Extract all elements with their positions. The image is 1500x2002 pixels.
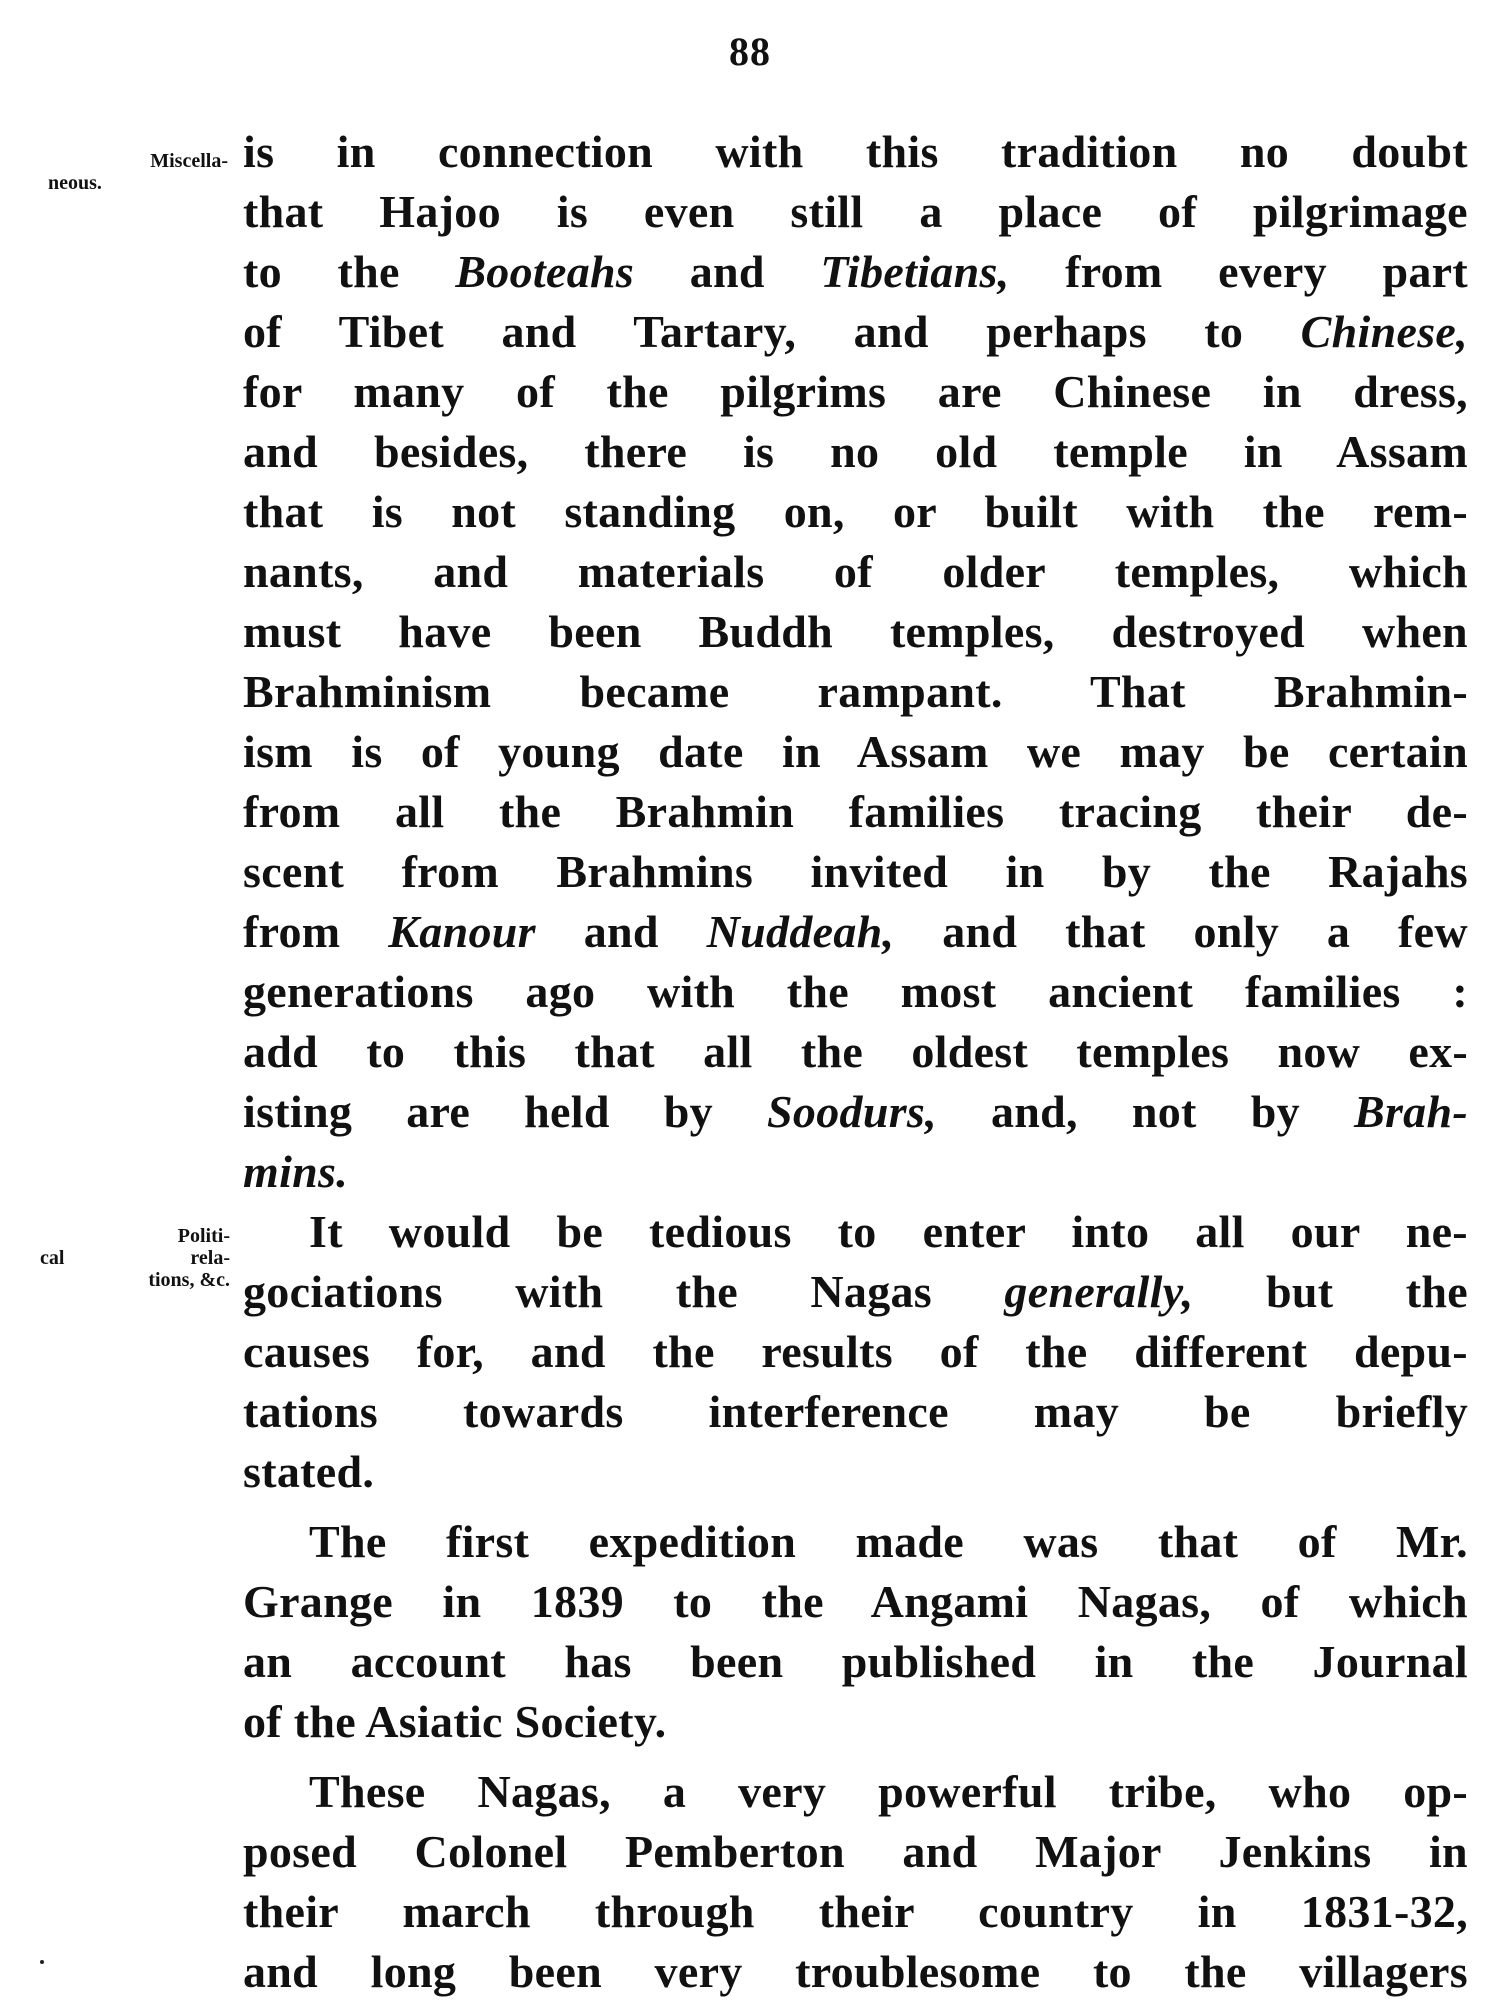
text-line: from Kanour and Nuddeah, and that only a few xyxy=(243,906,1468,957)
margin-note-line: Politi- xyxy=(177,1225,230,1247)
body-text xyxy=(243,122,1468,2002)
margin-note-line: cal rela- xyxy=(40,1247,230,1269)
text-line: their march through their country in 1831-32, xyxy=(243,1886,1468,1937)
text-line: These Nagas, a very powerful tribe, who op- xyxy=(309,1766,1469,1817)
margin-note-line: Miscella- xyxy=(150,150,228,172)
page-number: 88 xyxy=(729,29,771,74)
text-line: stated. xyxy=(243,1446,375,1497)
text-line: from all the Brahmin families tracing their de- xyxy=(243,786,1468,837)
print-speck xyxy=(40,1960,44,1964)
margin-note-miscellaneous xyxy=(48,150,228,194)
text-line: It would be tedious to enter into all our ne- xyxy=(309,1206,1468,1257)
text-line: for many of the pilgrims are Chinese in dress, xyxy=(243,366,1468,417)
text-line: Grange in 1839 to the Angami Nagas, of which xyxy=(243,1576,1468,1627)
text-line: of the Asiatic Society. xyxy=(243,1696,667,1747)
text-line: isting are held by Soodurs, and, not by Brah- xyxy=(243,1086,1468,1137)
margin-note-line: neous. xyxy=(48,172,102,194)
text-line: generations ago with the most ancient families : xyxy=(243,966,1468,1017)
text-line: to the Booteahs and Tibetians, from every part xyxy=(243,246,1469,297)
text-line: an account has been published in the Journal xyxy=(243,1636,1468,1687)
text-line: add to this that all the oldest temples now ex- xyxy=(243,1026,1469,1077)
margin-note-political xyxy=(40,1225,230,1291)
text-line: ism is of young date in Assam we may be certain xyxy=(243,726,1468,777)
text-line: mins. xyxy=(243,1146,349,1197)
text-line: tations towards interference may be briefly xyxy=(243,1386,1468,1437)
text-line: that is not standing on, or built with the rem- xyxy=(243,486,1468,537)
text-line: scent from Brahmins invited in by the Rajahs xyxy=(243,846,1468,897)
text-line: nants, and materials of older temples, which xyxy=(243,546,1468,597)
text-line: of Tibet and Tartary, and perhaps to Chinese, xyxy=(243,306,1468,357)
text-line: gociations with the Nagas generally, but the xyxy=(243,1266,1468,1317)
text-line: causes for, and the results of the different depu- xyxy=(243,1326,1468,1377)
text-line: The first expedition made was that of Mr. xyxy=(309,1516,1468,1567)
text-line: posed Colonel Pemberton and Major Jenkins in xyxy=(243,1826,1468,1877)
text-line: is in connection with this tradition no doubt xyxy=(243,126,1468,177)
text-line: Brahminism became rampant. That Brahmin- xyxy=(243,666,1468,717)
margin-note-line: tions, &c. xyxy=(148,1269,230,1291)
text-line: must have been Buddh temples, destroyed when xyxy=(243,606,1468,657)
text-line: that Hajoo is even still a place of pilgrimage xyxy=(243,186,1468,237)
text-line: and long been very troublesome to the villagers xyxy=(243,1946,1468,1997)
text-line: and besides, there is no old temple in Assam xyxy=(243,426,1468,477)
